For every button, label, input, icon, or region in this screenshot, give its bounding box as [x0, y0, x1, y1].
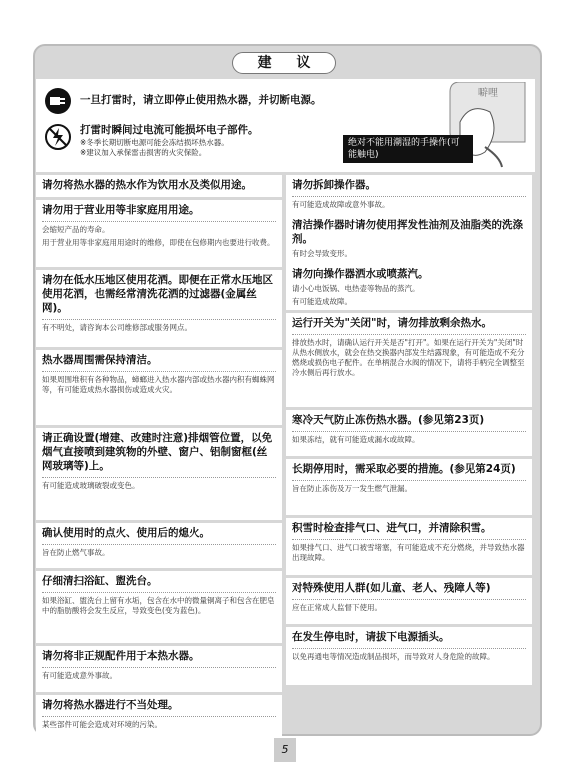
- advice-detail: 旨在防止冻伤及万一发生燃气泄漏。: [292, 484, 412, 493]
- advice-card: [36, 200, 282, 267]
- advice-card: [286, 313, 532, 407]
- advice-detail: 有不明处，请咨询本公司维修部或服务网点。: [42, 323, 192, 332]
- advice-heading: 仔细清扫浴缸、盥洗台。: [42, 575, 158, 587]
- advice-heading: 请正确设置(增建、改建时注意)排烟管位置，以免烟气直接喷到建筑物的外壁、窗户、铝制窗框(丝网玻璃等)上。: [42, 432, 273, 472]
- right-column: [286, 175, 532, 688]
- advice-heading: 寒冷天气防止冻伤热水器。(参见第23页): [292, 414, 485, 426]
- page-title: 建 议: [232, 52, 336, 74]
- divider: [42, 319, 276, 320]
- advice-detail: 请小心电饭锅、电热壶等物品的蒸汽。: [292, 284, 420, 293]
- advice-heading: 确认使用时的点火、使用后的熄火。: [42, 527, 210, 539]
- warning-note: ※冬季长期切断电源可能会冻结损坏热水器。: [80, 138, 229, 147]
- advice-detail: 如果排气口、进气口被雪堵塞，有可能造成不充分燃烧，并导致热水器出现故障。: [292, 543, 525, 562]
- advice-card: [286, 578, 532, 624]
- advice-heading: 在发生停电时，请拔下电源插头。: [292, 631, 450, 643]
- advice-card: [36, 523, 282, 568]
- advice-heading: 请勿将非正规配件用于本热水器。: [42, 650, 200, 662]
- advice-detail: 某些部件可能会造成对环境的污染。: [42, 720, 162, 729]
- advice-heading: 积雪时检查排气口、进气口，并清除积雪。: [292, 522, 492, 534]
- divider: [292, 539, 526, 540]
- advice-detail: 如果浴缸、盥洗台上留有水垢，包含在水中的微量铜离子和包含在肥皂中的脂肪酸将会发生反应，导致变色(变为蓝色)。: [42, 596, 275, 615]
- left-column: [36, 175, 282, 746]
- advice-detail: 有时会导致变形。: [292, 249, 352, 258]
- divider: [42, 716, 276, 717]
- advice-card: [36, 350, 282, 425]
- advice-card: [286, 518, 532, 575]
- warning-main-2: 打雷时瞬间过电流可能损坏电子部件。: [80, 124, 259, 136]
- advice-card: [36, 175, 282, 197]
- warning-main-1: 一旦打雷时，请立即停止使用热水器，并切断电源。: [80, 94, 322, 106]
- advice-card: [36, 270, 282, 347]
- advice-detail: 用于营业用等非家庭用用途时的维修，即使在包修期内也要进行收费。: [42, 238, 275, 247]
- advice-heading: 对特殊使用人群(如儿童、老人、残障人等): [292, 582, 491, 594]
- advice-heading: 请勿拆卸操作器。: [292, 179, 376, 191]
- advice-heading: 热水器周围需保持清洁。: [42, 354, 158, 366]
- divider: [292, 196, 526, 197]
- advice-detail: 排放热水时，请确认运行开关是否"打开"。如果在运行开关为"关闭"时从热水侧放水，就会在热交换器内部发生结露现象，有可能造成不充分燃烧或损伤电子配件。在单柄混合水阀的情况下，请将手柄完全调整至冷水侧后再行放水。: [292, 338, 525, 377]
- divider: [42, 477, 276, 478]
- advice-detail: 以免再通电等情况造成制品损坏，而导致对人身危险的故障。: [292, 652, 495, 661]
- advice-heading: 请勿将热水器的热水作为饮用水及类似用途。: [42, 179, 252, 191]
- advice-detail: 应在正常成人监督下使用。: [292, 603, 382, 612]
- plug-unplug-icon: [44, 87, 72, 115]
- divider: [42, 667, 276, 668]
- warning-row-thunder: [44, 87, 322, 115]
- divider: [42, 592, 276, 593]
- advice-card: [286, 459, 532, 515]
- advice-detail: 如果冻结，就有可能造成漏水或故障。: [292, 435, 420, 444]
- callout-wet-hands: 绝对不能用潮湿的手操作(可能触电): [343, 135, 473, 163]
- divider: [42, 371, 276, 372]
- advice-heading: 请勿在低水压地区使用花洒。即便在正常水压地区使用花洒，也需经常清洗花洒的过滤器(金属丝网)。: [42, 274, 273, 314]
- divider: [292, 334, 526, 335]
- page-number: 5: [274, 738, 296, 762]
- divider: [292, 599, 526, 600]
- divider: [292, 431, 526, 432]
- advice-detail: 有可能造成故障或意外事故。: [292, 200, 390, 209]
- advice-card: [36, 646, 282, 692]
- advice-detail: 如果周围堆积有各种物品，蟑螂进入热水器内部或热水器内积有蜘蛛网等，有可能造成热水器损伤或造成火灾。: [42, 375, 275, 394]
- illus-label: 噼哩: [478, 88, 498, 99]
- advice-card: [286, 175, 532, 310]
- advice-heading: 长期停用时，需采取必要的措施。(参见第24页): [292, 463, 516, 475]
- advice-heading: 运行开关为"关闭"时，请勿排放剩余热水。: [292, 317, 492, 329]
- divider: [292, 648, 526, 649]
- advice-heading: 请勿向操作器洒水或喷蒸汽。: [292, 268, 429, 280]
- divider: [42, 221, 276, 222]
- warning-row-surge: [44, 123, 259, 158]
- advice-heading: 请勿将热水器进行不当处理。: [42, 699, 179, 711]
- no-lightning-icon: [44, 123, 72, 151]
- advice-detail: 有可能造成玻璃破裂或变色。: [42, 481, 140, 490]
- advice-detail: 有可能造成故障。: [292, 297, 352, 306]
- advice-card: [36, 428, 282, 520]
- advice-card: [286, 410, 532, 456]
- advice-card: [36, 695, 282, 743]
- advice-detail: 旨在防止燃气事故。: [42, 548, 110, 557]
- advice-card: [286, 627, 532, 685]
- divider: [292, 480, 526, 481]
- advice-detail: 会缩短产品的寿命。: [42, 225, 110, 234]
- warning-note: ※建议加入承保雷击损害的火灾保险。: [80, 148, 207, 157]
- advice-card: [36, 571, 282, 643]
- advice-heading: 清洁操作器时请勿使用挥发性油剂及油脂类的洗涤剂。: [292, 219, 523, 245]
- advice-heading: 请勿用于营业用等非家庭用用途。: [42, 204, 200, 216]
- divider: [42, 544, 276, 545]
- advice-detail: 有可能造成意外事故。: [42, 671, 117, 680]
